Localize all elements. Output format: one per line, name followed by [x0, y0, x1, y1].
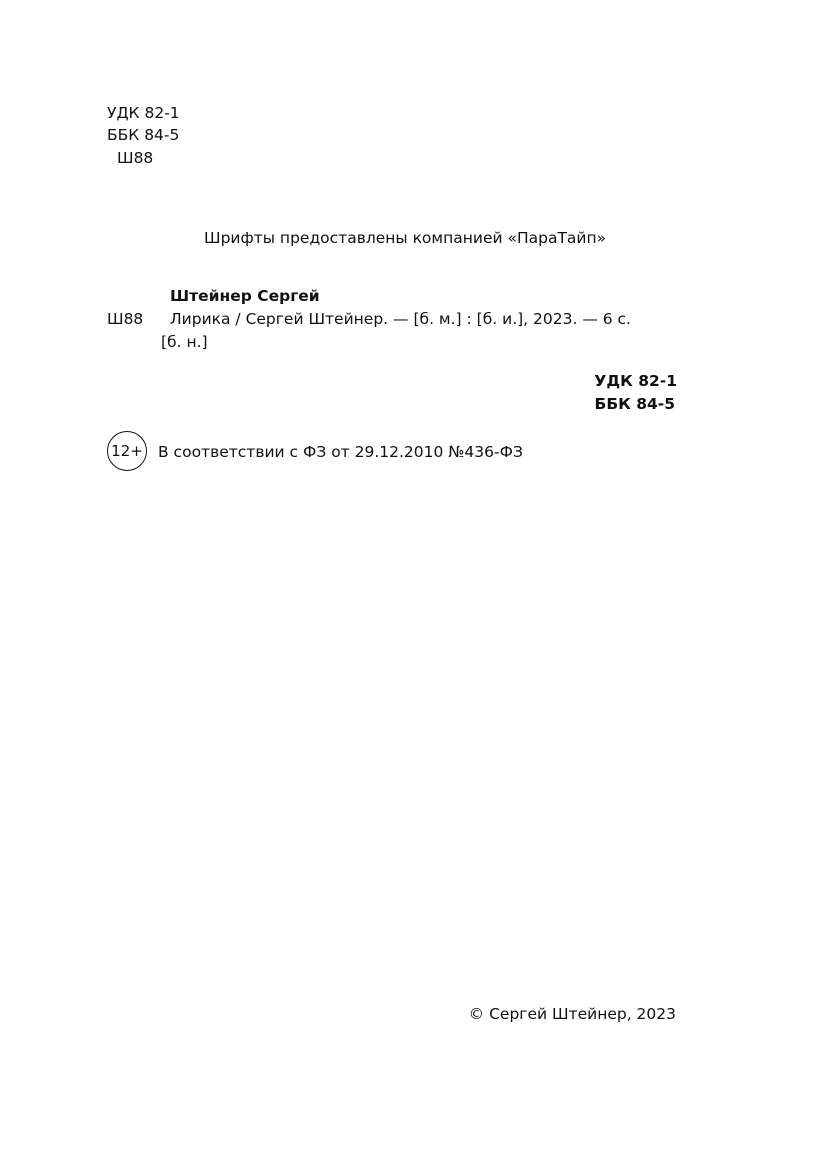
catalog-author: Штейнер Сергей [170, 287, 320, 305]
catalog-udk: УДК 82-1 [594, 372, 677, 390]
udk-top: УДК 82-1 [107, 104, 180, 122]
bbk-top: ББК 84-5 [107, 126, 180, 144]
catalog-description: Лирика / Сергей Штейнер. — [б. м.] : [б. и.], 2023. — 6 с. [170, 310, 631, 328]
age-rating-badge: 12+ [107, 431, 147, 471]
catalog-bbk: ББК 84-5 [594, 395, 675, 413]
copyright: © Сергей Штейнер, 2023 [468, 1005, 676, 1023]
age-rating-text: В соответствии с ФЗ от 29.12.2010 №436-ФЗ [158, 443, 523, 461]
fonts-notice: Шрифты предоставлены компанией «ПараТайп» [204, 229, 607, 247]
catalog-note: [б. н.] [161, 333, 208, 351]
catalog-author-mark: Ш88 [107, 310, 144, 328]
author-mark-top: Ш88 [117, 149, 154, 167]
